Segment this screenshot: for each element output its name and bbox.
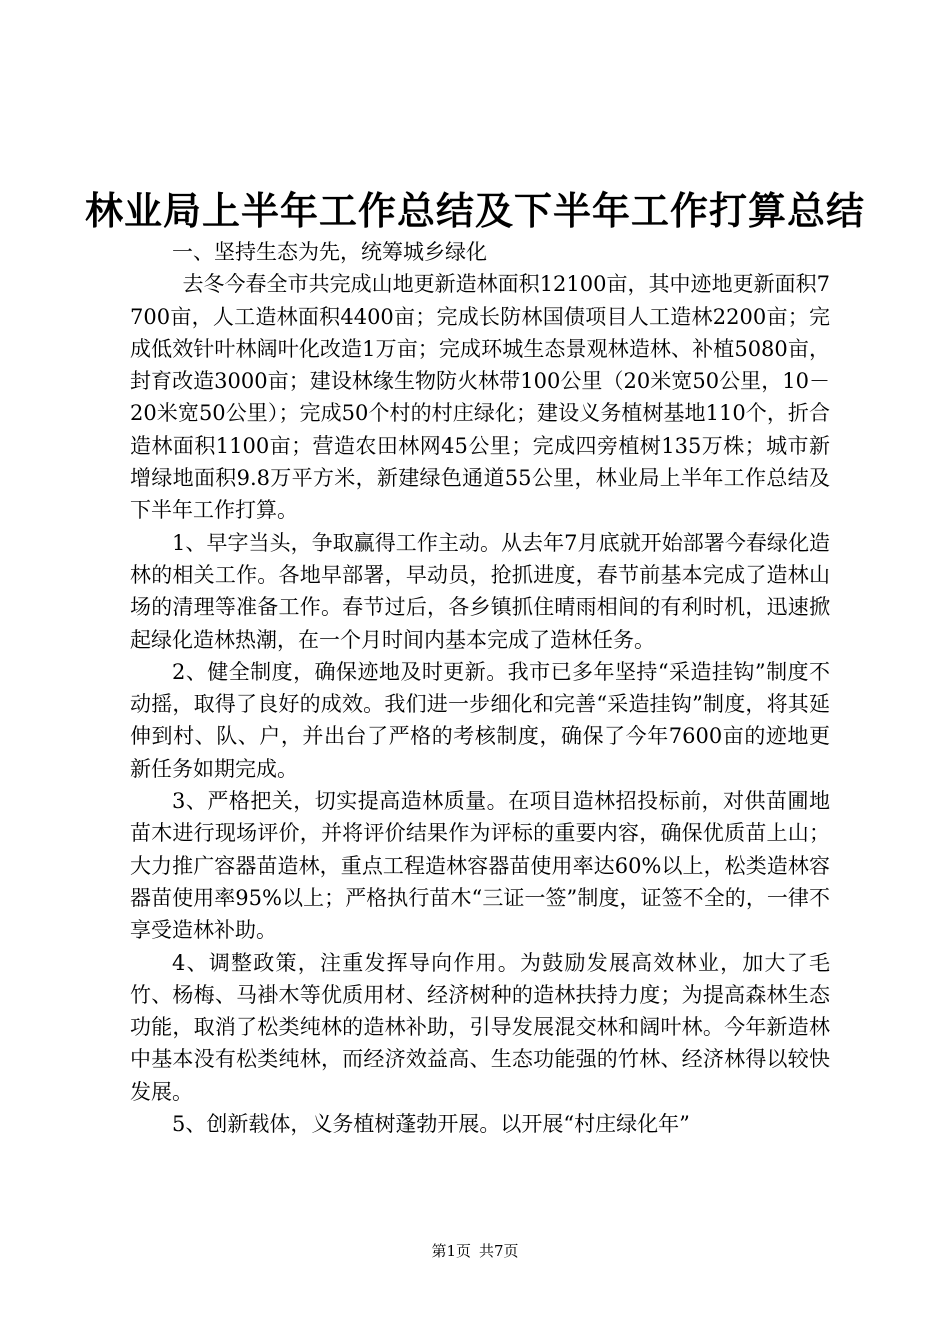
paragraph-summary: 去冬今春全市共完成山地更新造林面积12100亩，其中迹地更新面积7700亩，人工造林面积4400亩；完成长防林国债项目人工造林2200亩；完成低效针叶林阔叶化改造1万亩；完成环城生态景观林造林、补植5080亩，封育改造3000亩；建设林缘生物防火林带100公里（20米宽50公里，10－20米宽50公里）；完成50个村的村庄绿化；建设义务植树基地110个，折合造林面积1100亩；营造农田林网45公里；完成四旁植树135万株；城市新增绿地面积9.8万平方米，新建绿色通道55公里，林业局上半年工作总结及下半年工作打算。 — [130, 272, 830, 523]
paragraph-item-3: 3、严格把关，切实提高造林质量。在项目造林招投标前，对供苗圃地苗木进行现场评价，并将评价结果作为评标的重要内容，确保优质苗上山；大力推广容器苗造林，重点工程造林容器苗使用率达60%以上，松类造林容器苗使用率95%以上；严格执行苗木“三证一签”制度，证签不全的，一律不享受造林补助。 — [130, 789, 830, 943]
page-number-total: 共7页 — [479, 1242, 519, 1260]
paragraph-item-1: 1、早字当头，争取赢得工作主动。从去年7月底就开始部署今春绿化造林的相关工作。各地早部署，早动员，抢抓进度，春节前基本完成了造林山场的清理等准备工作。春节过后，各乡镇抓住晴雨相间的有利时机，迅速掀起绿化造林热潮，在一个月时间内基本完成了造林任务。 — [130, 530, 830, 652]
document-body — [130, 236, 830, 1140]
paragraph-item-2: 2、健全制度，确保迹地及时更新。我市已多年坚持“采造挂钩”制度不动摇，取得了良好的成效。我们进一步细化和完善“采造挂钩”制度，将其延伸到村、队、户，并出台了严格的考核制度，确保了今年7600亩的迹地更新任务如期完成。 — [130, 659, 830, 781]
page-footer — [0, 1241, 950, 1261]
document-title: 林业局上半年工作总结及下半年工作打算总结 — [84, 189, 865, 233]
page-number-current: 第1页 — [431, 1242, 471, 1260]
paragraph-item-4: 4、调整政策，注重发挥导向作用。为鼓励发展高效林业，加大了毛竹、杨梅、马褂木等优质用材、经济树种的造林扶持力度；为提高森林生态功能，取消了松类纯林的造林补助，引导发展混交林和阔叶林。今年新造林中基本没有松类纯林，而经济效益高、生态功能强的竹林、经济林得以较快发展。 — [130, 950, 830, 1104]
paragraph-item-5: 5、创新载体，义务植树蓬勃开展。以开展“村庄绿化年” — [172, 1112, 690, 1137]
section-heading: 一、坚持生态为先，统筹城乡绿化 — [172, 240, 487, 264]
